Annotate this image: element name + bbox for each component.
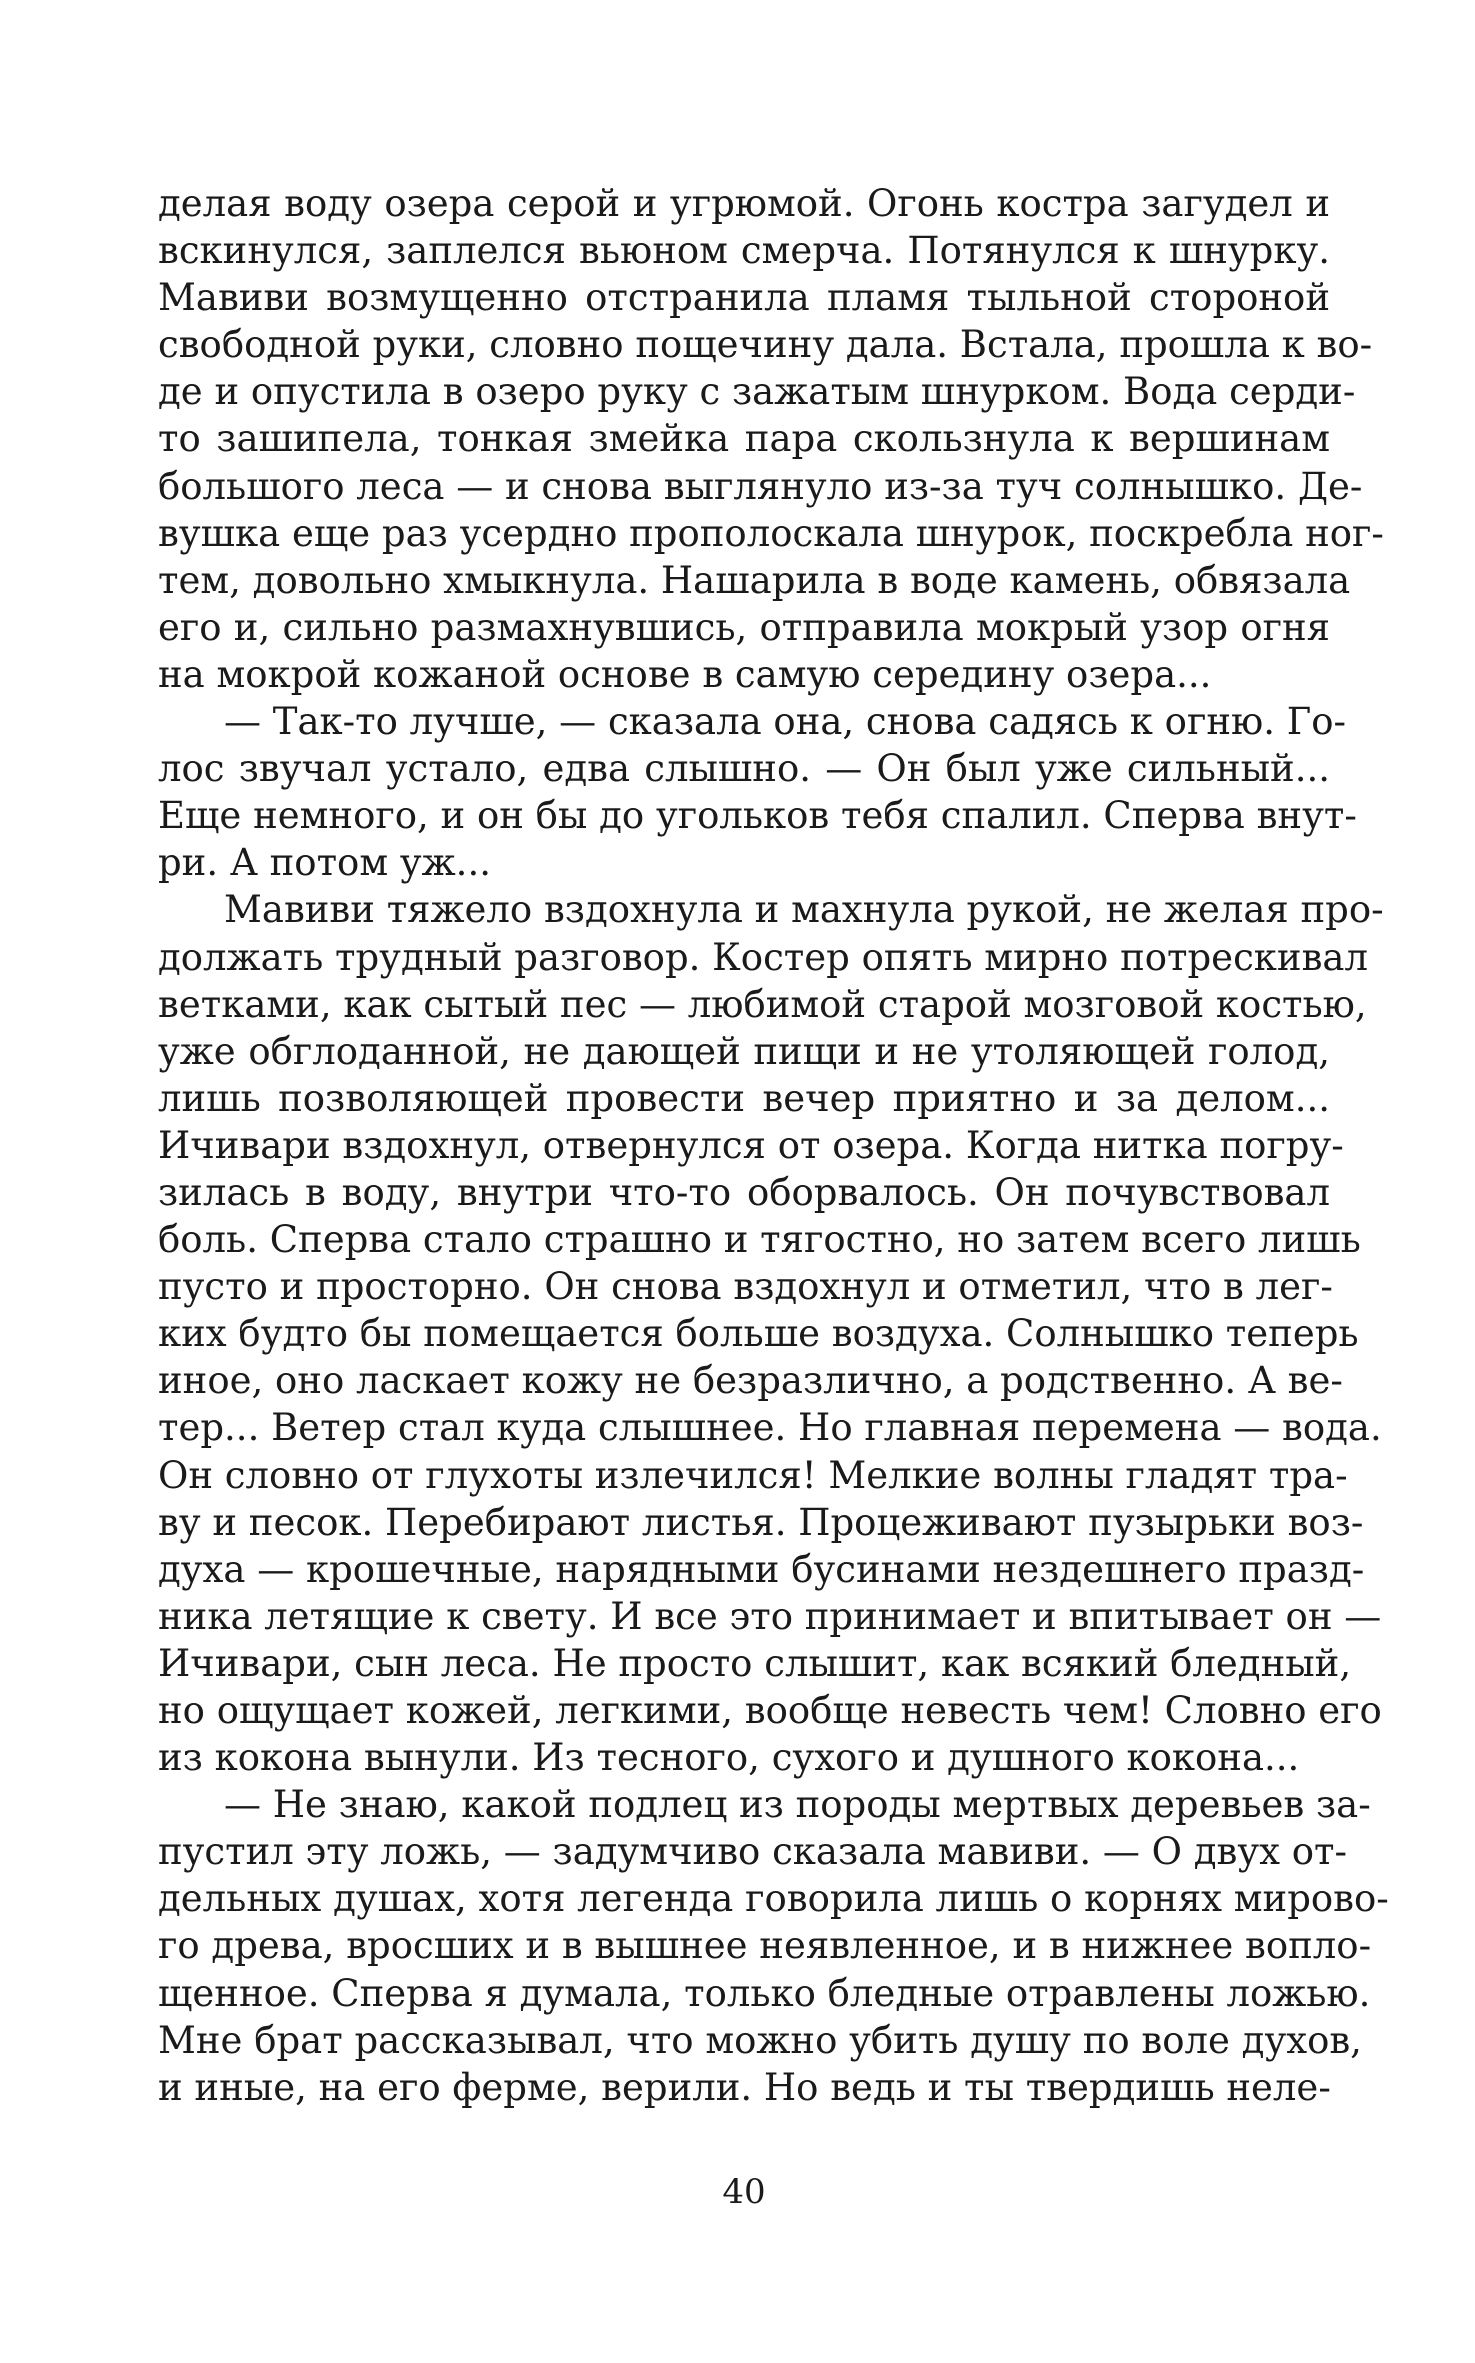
text-line: из кокона вынули. Из тесного, сухого и душного кокона...: [158, 1736, 1300, 1780]
text-line: Мне брат рассказывал, что можно убить душу по воле духов,: [158, 2018, 1362, 2062]
text-line: — Не знаю, какой подлец из породы мертвых деревьев за-: [224, 1783, 1371, 1827]
text-line: делая воду озера серой и угрюмой. Огонь костра загудел и: [158, 182, 1330, 225]
text-line: боль. Сперва стало страшно и тягостно, но затем всего лишь: [158, 1218, 1361, 1262]
text-line: то зашипела, тонкая змейка пара скользнула к вершинам: [158, 417, 1330, 461]
text-line: лишь позволяющей провести вечер приятно и за делом...: [158, 1076, 1330, 1120]
text-line: пусто и просторно. Он снова вздохнул и отметил, что в лег-: [158, 1265, 1333, 1309]
text-line: Еще немного, и он бы до угольков тебя спалил. Сперва внут-: [158, 794, 1357, 838]
text-line: ветками, как сытый пес — любимой старой мозговой костью,: [158, 982, 1367, 1026]
text-line: Мавиви тяжело вздохнула и махнула рукой, не желая про-: [224, 888, 1384, 932]
text-line: Ичивари вздохнул, отвернулся от озера. Когда нитка погру-: [158, 1123, 1344, 1167]
text-line: тер... Ветер стал куда слышнее. Но главная перемена — вода.: [158, 1406, 1382, 1450]
text-line: Мавиви возмущенно отстранила пламя тыльной стороной: [158, 276, 1330, 320]
text-line: но ощущает кожей, легкими, вообще невесть чем! Словно его: [158, 1689, 1382, 1732]
text-line: щенное. Сперва я думала, только бледные отравлены ложью.: [158, 1971, 1371, 2015]
text-line: и иные, на его ферме, верили. Но ведь и ты твердишь неле-: [158, 2065, 1331, 2109]
text-line: иное, оно ласкает кожу не безразлично, а родственно. А ве-: [158, 1359, 1343, 1403]
text-line: вскинулся, заплелся вьюном смерча. Потянулся к шнурку.: [158, 229, 1330, 273]
book-page: [158, 180, 1389, 2212]
page-number: 40: [722, 2172, 766, 2212]
text-line: ву и песок. Перебирают листья. Процеживают пузырьки воз-: [158, 1500, 1364, 1544]
body-text: [158, 180, 1389, 2111]
text-line: большого леса — и снова выглянуло из-за туч солнышко. Де-: [158, 464, 1363, 508]
text-line: должать трудный разговор. Костер опять мирно потрескивал: [158, 935, 1368, 979]
text-line: Ичивари, сын леса. Не просто слышит, как всякий бледный,: [158, 1641, 1352, 1685]
text-line: на мокрой кожаной основе в самую середину озера...: [158, 652, 1212, 696]
text-line: свободной руки, словно пощечину дала. Встала, прошла к во-: [158, 323, 1373, 367]
text-line: лос звучал устало, едва слышно. — Он был уже сильный...: [158, 747, 1330, 791]
text-line: вушка еще раз усердно прополоскала шнурок, поскребла ног-: [158, 511, 1384, 555]
text-line: — Так-то лучше, — сказала она, снова садясь к огню. Го-: [224, 700, 1346, 744]
text-line: уже обглоданной, не дающей пищи и не утоляющей голод,: [158, 1029, 1330, 1073]
text-line: го древа, вросших и в вышнее неявленное, и в нижнее вопло-: [158, 1924, 1372, 1968]
text-line: пустил эту ложь, — задумчиво сказала мавиви. — О двух от-: [158, 1830, 1348, 1874]
text-line: ких будто бы помещается больше воздуха. Солнышко теперь: [158, 1312, 1359, 1356]
text-line: тем, довольно хмыкнула. Нашарила в воде камень, обвязала: [158, 558, 1351, 602]
text-line: зилась в воду, внутри что-то оборвалось. Он почувствовал: [158, 1170, 1330, 1214]
text-line: дельных душах, хотя легенда говорила лишь о корнях мирово-: [158, 1877, 1389, 1921]
text-line: духа — крошечные, нарядными бусинами нездешнего празд-: [158, 1547, 1365, 1591]
text-line: ри. А потом уж...: [158, 841, 491, 885]
text-line: его и, сильно размахнувшись, отправила мокрый узор огня: [158, 605, 1330, 649]
text-line: де и опустила в озеро руку с зажатым шнурком. Вода серди-: [158, 370, 1356, 414]
text-line: Он словно от глухоты излечился! Мелкие волны гладят тра-: [158, 1453, 1348, 1497]
text-line: ника летящие к свету. И все это принимает и впитывает он —: [158, 1594, 1382, 1638]
